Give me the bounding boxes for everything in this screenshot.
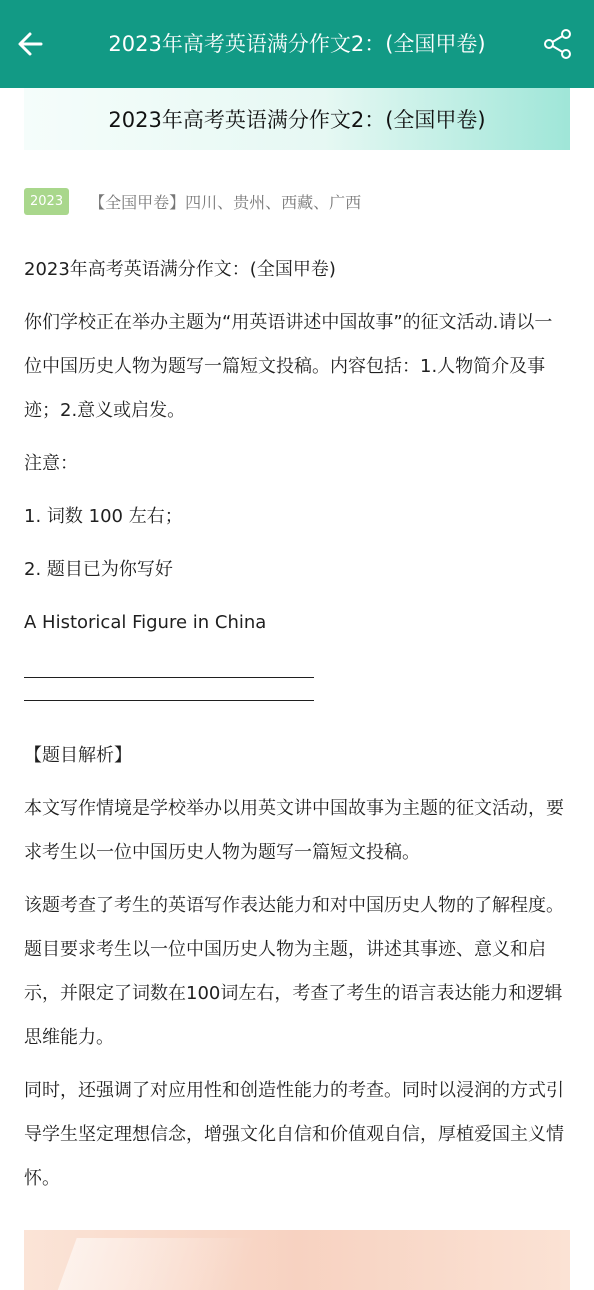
share-icon [542, 28, 574, 60]
meta-row [24, 188, 361, 215]
blank-line-2 [24, 700, 314, 701]
article-content [24, 248, 570, 1210]
analysis-paragraph-1: 本文写作情境是学校举办以用英文讲中国故事为主题的征文活动，要求考生以一位中国历史人物为题写一篇短文投稿。 [24, 798, 564, 863]
analysis-heading: 【题目解析】 [24, 745, 132, 766]
article-title: 2023年高考英语满分作文2：(全国甲卷) [108, 108, 486, 132]
back-arrow-icon [15, 29, 45, 59]
prompt-paragraph: 你们学校正在举办主题为“用英语讲述中国故事”的征文活动.请以一位中国历史人物为题写一篇短文投稿。内容包括：1.人物简介及事迹；2.意义或启发。 [24, 312, 553, 421]
analysis-paragraph-2: 该题考查了考生的英语写作表达能力和对中国历史人物的了解程度。题目要求考生以一位中国历史人物为主题，讲述其事迹、意义和启示，并限定了词数在100词左右，考查了考生的语言表达能力和逻辑思维能力。 [24, 895, 564, 1048]
content-heading: 2023年高考英语满分作文：(全国甲卷) [24, 259, 336, 280]
essay-title: A Historical Figure in China [24, 612, 267, 633]
region-label: 【全国甲卷】四川、贵州、西藏、广西 [89, 193, 362, 212]
page-title: 2023年高考英语满分作文2：(全国甲卷) [108, 32, 486, 56]
app-bar [0, 0, 594, 88]
notice-label: 注意： [24, 453, 78, 474]
promo-banner[interactable] [24, 1230, 570, 1290]
notice-item-1: 1. 词数 100 左右； [24, 506, 183, 527]
share-button[interactable] [536, 22, 580, 66]
analysis-paragraph-3: 同时，还强调了对应用性和创造性能力的考查。同时以浸润的方式引导学生坚定理想信念，增强文化自信和价值观自信，厚植爱国主义情怀。 [24, 1080, 564, 1189]
promo-graphic [51, 1238, 256, 1290]
back-button[interactable] [8, 22, 52, 66]
notice-item-2: 2. 题目已为你写好 [24, 559, 173, 580]
year-badge: 2023 [24, 188, 69, 215]
article-banner [24, 88, 570, 150]
blank-line-1 [24, 677, 314, 678]
